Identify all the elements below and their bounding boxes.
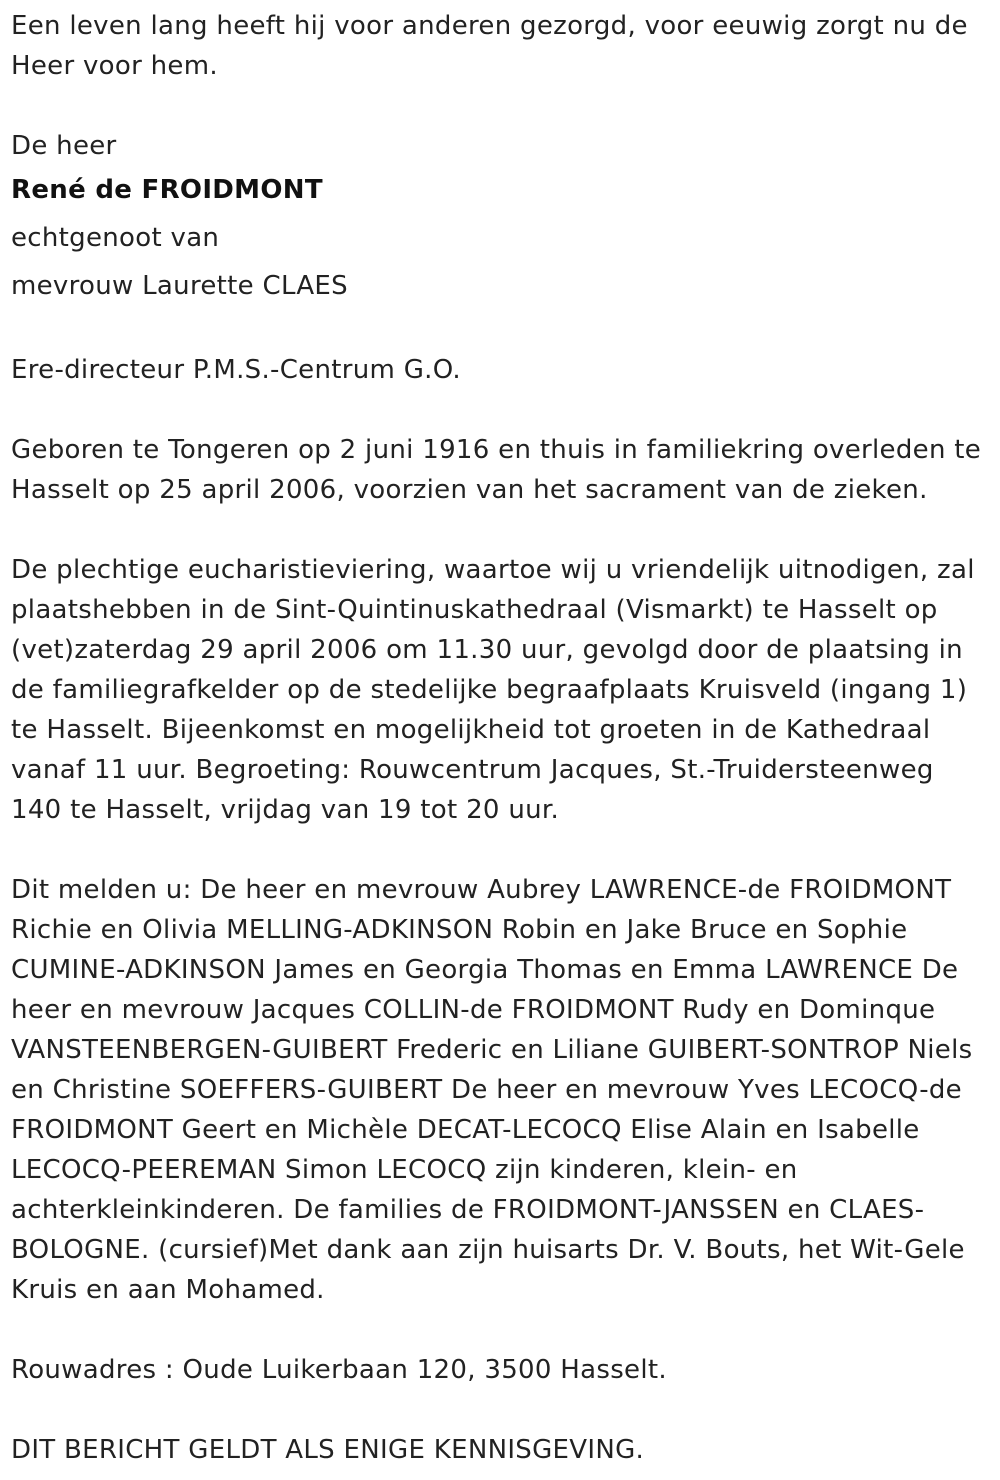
spacer [11, 1310, 986, 1350]
deceased-name: René de FROIDMONT [11, 175, 323, 205]
spouse-line-1: echtgenoot van [11, 223, 220, 253]
spacer [11, 1390, 986, 1430]
mourning-address: Rouwadres : Oude Luikerbaan 120, 3500 Hasselt. [11, 1355, 667, 1385]
spacer [11, 830, 986, 870]
professional-title: Ere-directeur P.M.S.-Centrum G.O. [11, 355, 461, 385]
spacer [11, 310, 986, 350]
spacer [11, 510, 986, 550]
notice-text: DIT BERICHT GELDT ALS ENIGE KENNISGEVING. [11, 1435, 645, 1465]
spacer [11, 390, 986, 430]
salutation: De heer [11, 131, 117, 161]
birth-death-text: Geboren te Tongeren op 2 juni 1916 en thuis in familiekring overleden te Hasselt op 25 april 2006, voorzien van het sacrament van de zieken. [11, 435, 982, 505]
ceremony-text: De plechtige eucharistieviering, waartoe wij u vriendelijk uitnodigen, zal plaatshebben in de Sint-Quintinuskathedraal (Vismarkt) te Hasselt op (vet)zaterdag 29 april 2006 om 11.30 uur, gevolgd door de plaatsing in de familiegrafkelder op de stedelijke begraafplaats Kruisveld (ingang 1) te Hasselt. Bijeenkomst en mogelijkheid tot groeten in de Kathedraal vanaf 11 uur. Begroeting: Rouwcentrum Jacques, St.-Truidersteenweg 140 te Hasselt, vrijdag van 19 tot 20 uur. [11, 555, 975, 825]
spacer [11, 86, 986, 126]
family-text: Dit melden u: De heer en mevrouw Aubrey LAWRENCE-de FROIDMONT Richie en Olivia MELLING-ADKINSON Robin en Jake Bruce en Sophie CUMINE-ADKINSON James en Georgia Thomas en Emma LAWRENCE De heer en mevrouw Jacques COLLIN-de FROIDMONT Rudy en Dominque VANSTEENBERGEN-GUIBERT Frederic en Liliane GUIBERT-SONTROP Niels en Christine SOEFFERS-GUIBERT De heer en mevrouw Yves LECOCQ-de FROIDMONT Geert en Michèle DECAT-LECOCQ Elise Alain en Isabelle LECOCQ-PEEREMAN Simon LECOCQ zijn kinderen, klein- en achterkleinkinderen. De families de FROIDMONT-JANSSEN en CLAES-BOLOGNE. (cursief)Met dank aan zijn huisarts Dr. V. Bouts, het Wit-Gele Kruis en aan Mohamed. [11, 875, 973, 1305]
spouse-line-2: mevrouw Laurette CLAES [11, 271, 348, 301]
intro-text: Een leven lang heeft hij voor anderen gezorgd, voor eeuwig zorgt nu de Heer voor hem. [11, 11, 968, 81]
obituary-document [11, 6, 986, 1470]
